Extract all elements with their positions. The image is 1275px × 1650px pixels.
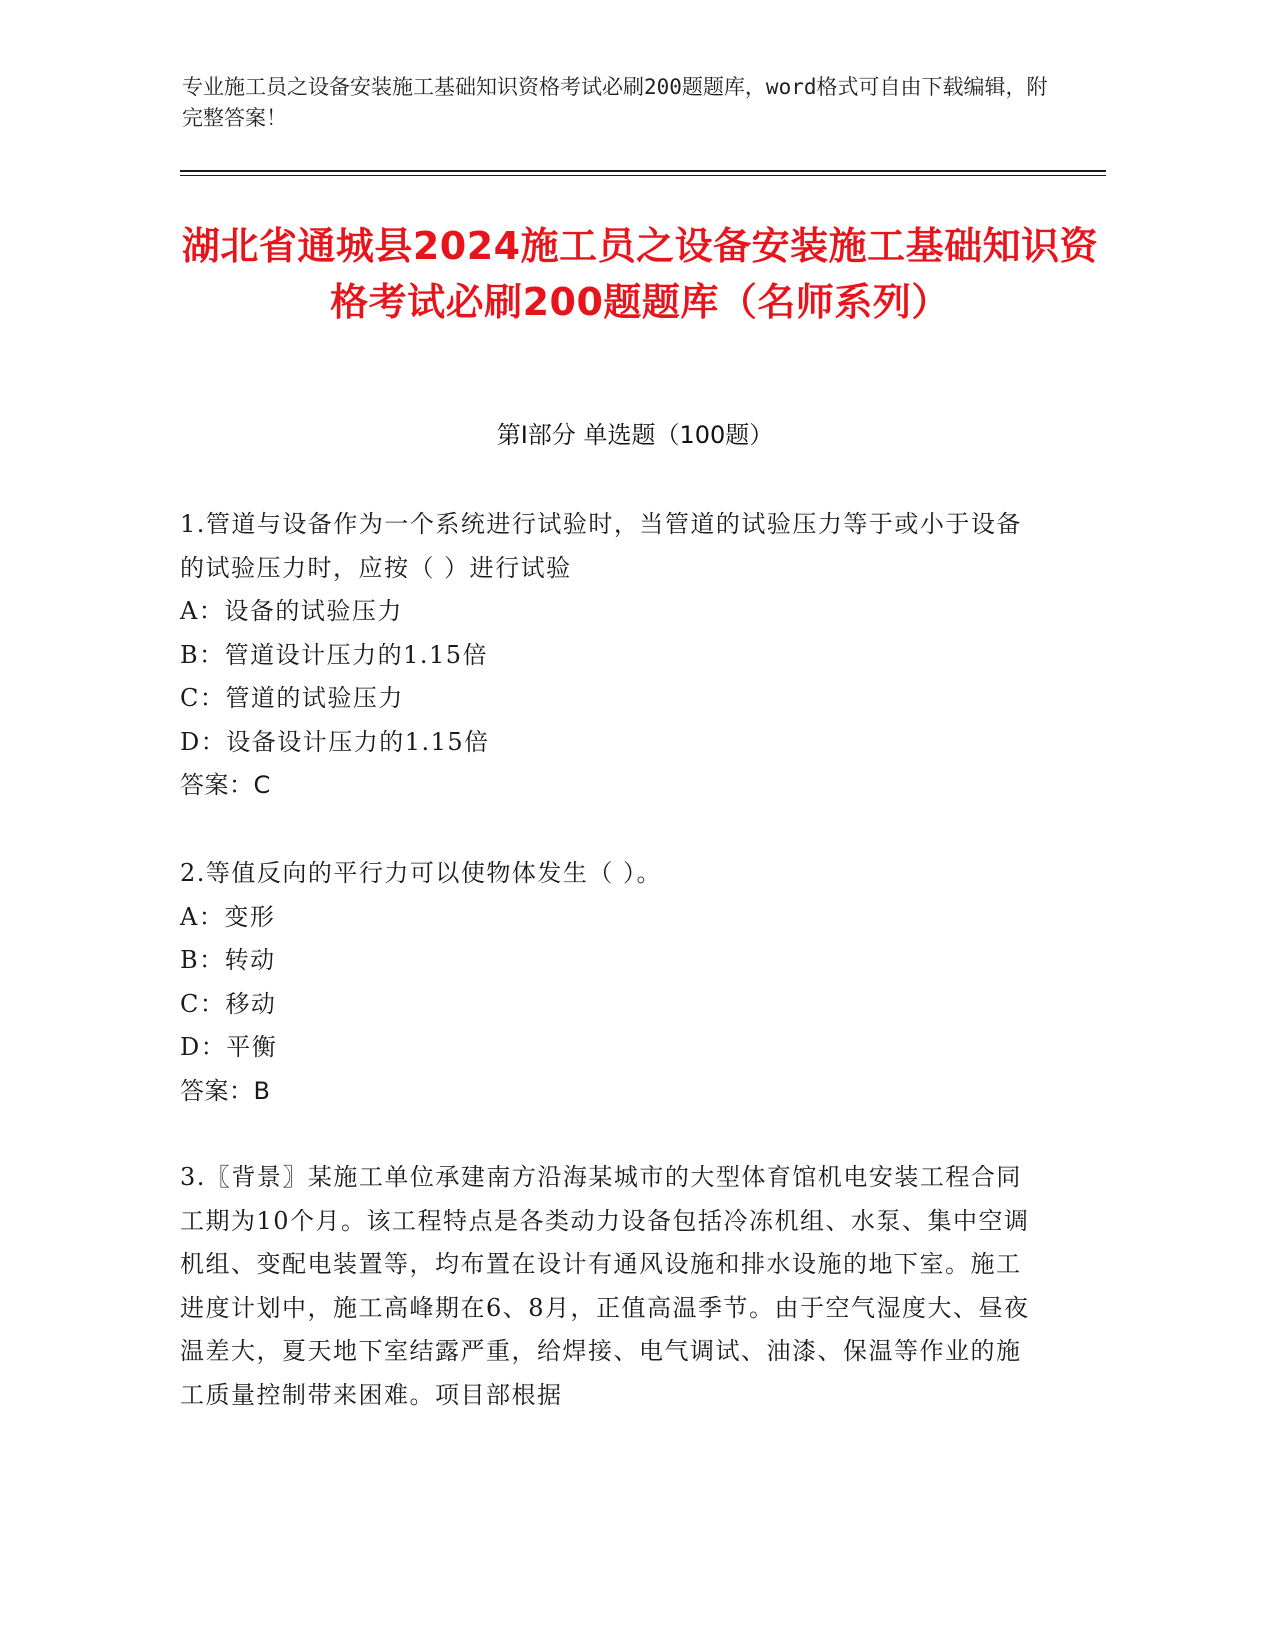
section-title: 第Ⅰ部分 单选题（100题） [496,421,774,449]
header-divider [180,170,1106,172]
option-a: A：设备的试验压力 [180,597,403,625]
option-a: A：变形 [180,902,276,931]
option-b: B：管道设计压力的1.15倍 [180,640,489,669]
question-stem: 2.等值反向的平行力可以使物体发生（ ）。 [180,859,663,887]
header-divider-thin [180,175,1106,176]
answer: 答案：B [180,1076,271,1105]
question-block [180,503,1040,808]
option-c: C：管道的试验压力 [180,684,404,712]
option-d: D：设备设计压力的1.15倍 [180,727,490,756]
question-stem: 1.管道与设备作为一个系统进行试验时，当管道的试验压力等于或小于设备的试验压力时，应按（ ）进行试验 [180,510,1022,582]
question-stem: 3.〖背景〗某施工单位承建南方沿海某城市的大型体育馆机电安装工程合同工期为10个月。该工程特点是各类动力设备包括冷冻机组、水泵、集中空调机组、变配电装置等，均布置在设计有通风设施和排水设施的地下室。施工进度计划中，施工高峰期在6、8月，正值高温季节。由于空气湿度大、昼夜温差大，夏天地下室结露严重，给焊接、电气调试、油漆、保温等作业的施工质量控制带来困难。项目部根据 [180,1163,1030,1409]
header-note: 专业施工员之设备安装施工基础知识资格考试必刷200题题库，word格式可自由下载编辑，附完整答案！ [182,75,1048,130]
option-d: D：平衡 [180,1033,278,1061]
document-title: 湖北省通城县2024施工员之设备安装施工基础知识资格考试必刷200题题库（名师系列） [181,224,1099,324]
option-c: C：移动 [180,989,277,1018]
answer: 答案：C [180,771,271,799]
option-b: B：转动 [180,946,276,974]
question-block [180,852,1040,1113]
question-block [180,1156,1040,1417]
